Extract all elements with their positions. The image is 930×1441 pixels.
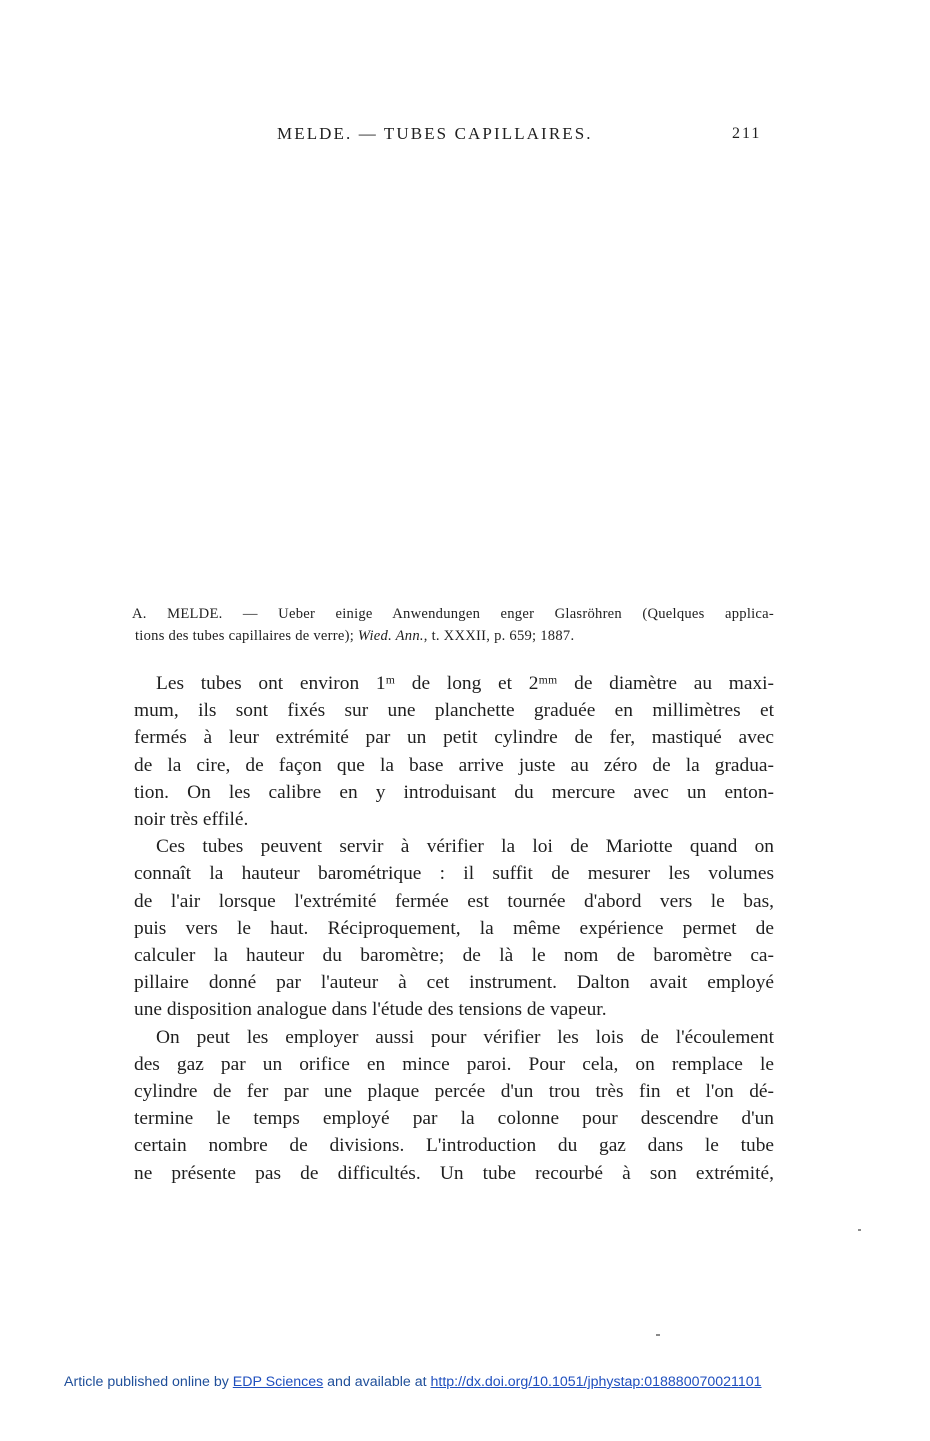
text-line: noir très effilé. xyxy=(134,809,249,831)
text-line: Ces tubes peuvent servir à vérifier la loi de Mariotte quand on xyxy=(156,836,774,858)
text-line: une disposition analogue dans l'étude des tensions de vapeur. xyxy=(134,999,607,1021)
text-line: On peut les employer aussi pour vérifier les lois de l'écoulement xyxy=(156,1026,774,1048)
publication-footer xyxy=(64,1374,762,1390)
running-title: MELDE. — TUBES CAPILLAIRES. xyxy=(277,124,593,143)
scan-speck xyxy=(656,1334,660,1336)
page-number: 211 xyxy=(732,125,762,142)
text-line: Les tubes ont environ 1ᵐ de long et 2ᵐᵐ de diamètre au maxi- xyxy=(156,673,774,694)
footer-prefix: Article published online by xyxy=(64,1374,233,1390)
reference-line-2-start: tions des tubes capillaires de verre); xyxy=(135,628,358,644)
paragraph-3 xyxy=(134,1024,774,1187)
article-body xyxy=(134,670,774,1187)
journal-title: Wied. Ann. xyxy=(357,628,424,644)
doi-link[interactable]: http://dx.doi.org/10.1051/jphystap:018880070021101 xyxy=(430,1374,762,1390)
text-line: mum, ils sont fixés sur une planchette graduée en millimètres et xyxy=(134,700,774,722)
text-line: des gaz par un orifice en mince paroi. Pour cela, on remplace le xyxy=(134,1053,774,1075)
text-line: de la cire, de façon que la base arrive juste au zéro de la gradua- xyxy=(134,754,774,776)
text-line: calculer la hauteur du baromètre; de là le nom de baromètre ca- xyxy=(134,945,774,967)
text-line: certain nombre de divisions. L'introduction du gaz dans le tube xyxy=(134,1135,774,1157)
reference-line-1: A. MELDE. — Ueber einige Anwendungen enger Glasröhren (Quelques applica- xyxy=(132,606,774,622)
text-line: cylindre de fer par une plaque percée d'un trou très fin et l'on dé- xyxy=(134,1081,774,1103)
text-line: de l'air lorsque l'extrémité fermée est tournée d'abord vers le bas, xyxy=(134,890,774,912)
running-head xyxy=(0,124,930,148)
bibliographic-reference xyxy=(132,603,774,647)
text-line: connaît la hauteur barométrique : il suffit de mesurer les volumes xyxy=(134,863,774,885)
text-line: fermés à leur extrémité par un petit cylindre de fer, mastiqué avec xyxy=(134,727,774,749)
text-line: termine le temps employé par la colonne pour descendre d'un xyxy=(134,1108,774,1130)
paragraph-2 xyxy=(134,833,774,1023)
publisher-link[interactable]: EDP Sciences xyxy=(232,1374,324,1390)
paragraph-1 xyxy=(134,670,774,833)
footer-middle: and available at xyxy=(323,1374,431,1390)
scan-speck xyxy=(858,1229,861,1231)
reference-line-2 xyxy=(132,625,774,647)
text-line: pillaire donné par l'auteur à cet instrument. Dalton avait employé xyxy=(134,972,774,994)
text-line: ne présente pas de difficultés. Un tube recourbé à son extrémité, xyxy=(134,1162,774,1184)
text-line: tion. On les calibre en y introduisant du mercure avec un enton- xyxy=(134,781,774,803)
reference-line-2-end: , t. XXXII, p. 659; 1887. xyxy=(423,628,575,644)
text-line: puis vers le haut. Réciproquement, la même expérience permet de xyxy=(134,917,774,939)
